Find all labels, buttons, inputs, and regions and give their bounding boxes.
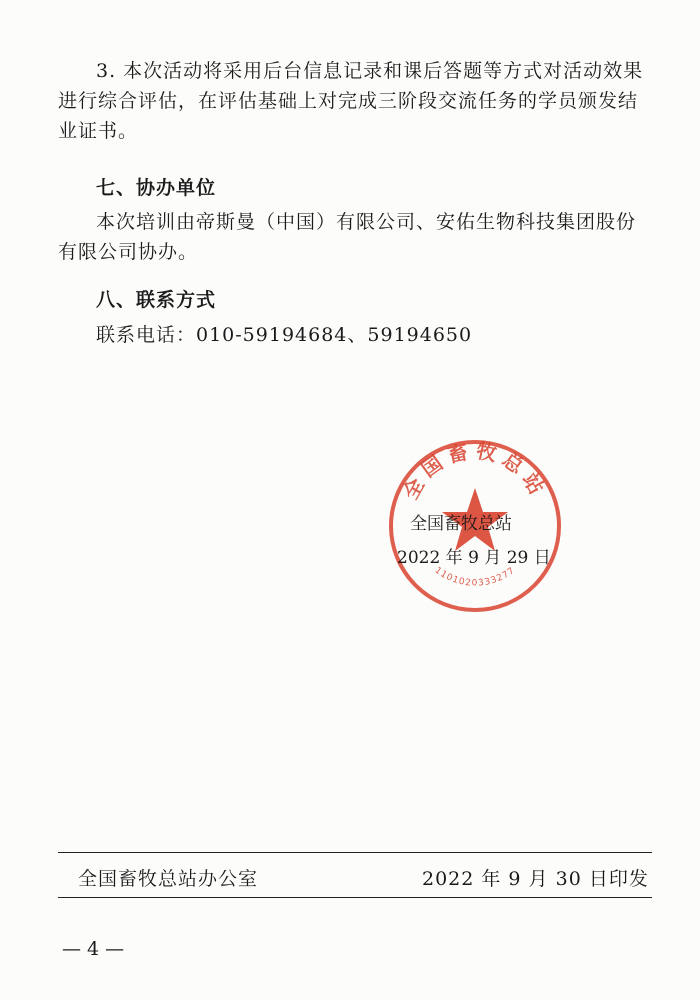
signature-date: 2022 年 9 月 29 日 [397, 548, 551, 568]
section-8-heading: 八、联系方式 [96, 289, 217, 311]
section-7-heading: 七、协办单位 [96, 177, 217, 199]
footer-issuer: 全国畜牧总站办公室 [78, 868, 259, 890]
seal-org-arc: 全国畜牧总站 [398, 438, 552, 504]
item-3-paragraph: 3. 本次活动将采用后台信息记录和课后答题等方式对活动效果进行综合评估，在评估基础上对完成三阶段交流任务的学员颁发结业证书。 [58, 60, 644, 142]
footer-issue-date: 2022 年 9 月 30 日印发 [422, 868, 649, 890]
signature-org: 全国畜牧总站 [410, 514, 512, 534]
page-number: — 4 — [62, 938, 125, 960]
footer-bottom-rule [58, 897, 652, 898]
contact-phone: 联系电话：010-59194684、59194650 [96, 324, 473, 346]
seal-code: 1101020333277 [432, 565, 518, 589]
svg-text:1101020333277 [433, 566, 518, 589]
footer-top-rule [58, 852, 652, 853]
section-7-paragraph: 本次培训由帝斯曼（中国）有限公司、安佑生物科技集团股份有限公司协办。 [58, 211, 637, 263]
